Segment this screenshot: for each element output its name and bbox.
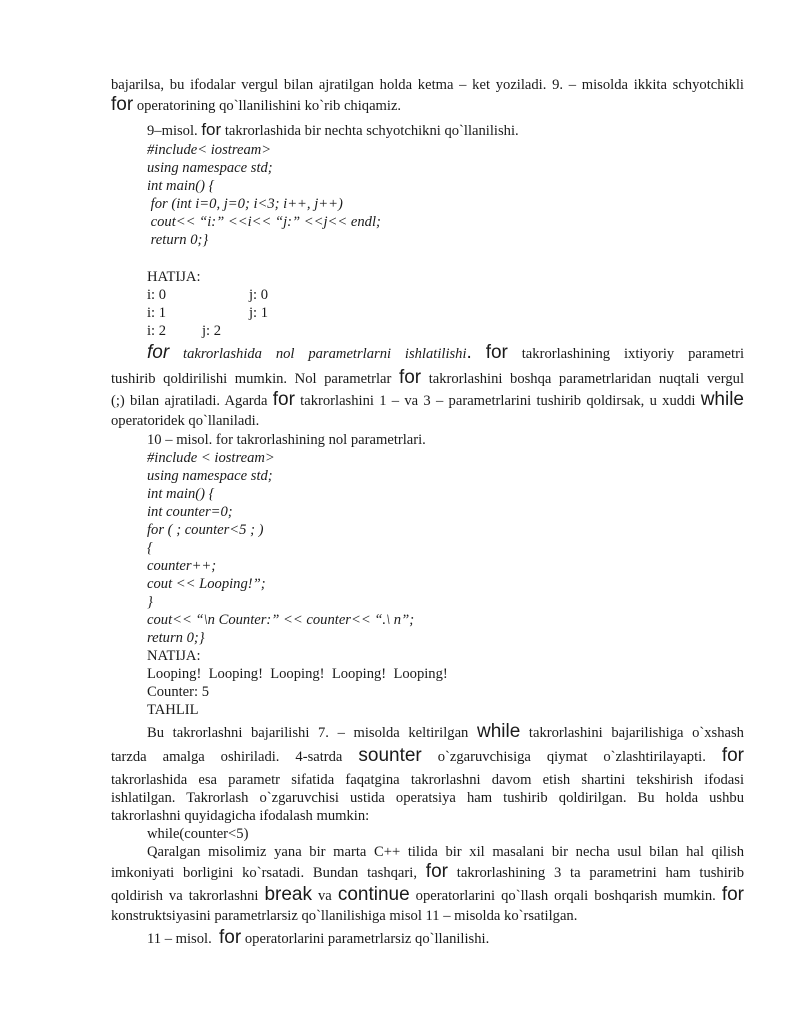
- para-qaralgan-line-3: [111, 884, 744, 905]
- keyword-for: for: [111, 94, 134, 115]
- example-9-title: [147, 122, 519, 140]
- para-nol-line-2: [111, 367, 744, 388]
- para-nol-line-3: [111, 389, 745, 410]
- para-qaralgan-line-4: konstruktsiyasini parametrlarsiz qo`llanilishiga misol 11 – misolda ko`rsatilgan.: [111, 908, 578, 924]
- para-tahlil-line-4: ishlatilgan. Takrorlash o`zgaruvchisi ustida operatsiya ham tushirib qoldirilgan. Bu holda ushbu: [111, 790, 744, 806]
- para-nol-dot: .: [466, 342, 472, 363]
- para-tahlil-text: o`zgaruvchisiga qiymat o`zlashtirilayapti.: [421, 749, 722, 765]
- para-qaralgan-line-1: Qaralgan misolimiz yana bir marta C++ tilida bir xil masalani bir necha usul bilan hal qilish: [147, 844, 744, 860]
- code-line: for (int i=0, j=0; i<3; i++, j++): [147, 196, 343, 212]
- code-line: int main() {: [147, 178, 215, 194]
- output-line: Counter: 5: [147, 684, 210, 700]
- result-j: j: 1: [249, 305, 269, 321]
- intro-line-2: [111, 94, 744, 115]
- code-line: #include < iostream>: [147, 450, 275, 466]
- code-line: }: [147, 594, 153, 610]
- keyword-for: for: [201, 120, 222, 139]
- output-line: Looping! Looping! Looping! Looping! Looping!: [147, 666, 448, 682]
- para-nol-text: (;) bilan ajratiladi. Agarda: [111, 393, 273, 409]
- keyword-break: break: [264, 884, 312, 905]
- code-line: cout << Looping!”;: [147, 576, 266, 592]
- para-nol-text: tushirib qoldirilishi mumkin. Nol parametrlar: [111, 371, 399, 387]
- example-11-label: 11 – misol.: [147, 931, 220, 947]
- para-qaralgan-text: takrorlashining 3 ta parametrini ham tushirib: [447, 865, 744, 881]
- result-label: NATIJA:: [147, 648, 201, 664]
- result-row: [147, 304, 269, 322]
- keyword-while: while: [476, 721, 521, 742]
- result-i: i: 0: [147, 287, 167, 303]
- para-qaralgan-text: imkoniyati borligini ko`rsatadi. Bundan tashqari,: [111, 865, 426, 881]
- keyword-for: for: [398, 367, 422, 388]
- para-nol-line-1: [111, 342, 745, 363]
- para-tahlil-text: takrorlashini bajarilishiga o`xshash: [520, 725, 744, 741]
- code-line: while(counter<5): [147, 826, 249, 842]
- para-nol-text: takrorlashini 1 – va 3 – parametrlarini tushirib qoldirsak, u xuddi: [294, 393, 701, 409]
- para-tahlil-line-2: [111, 745, 744, 766]
- result-j: j: 2: [202, 323, 222, 339]
- keyword-for: for: [272, 389, 295, 410]
- intro-text-2: operatorining qo`llanilishini ko`rib chiqamiz.: [133, 98, 402, 114]
- code-line: int counter=0;: [147, 504, 233, 520]
- result-label: HATIJA:: [147, 269, 201, 285]
- result-j: j: 0: [249, 287, 269, 303]
- para-tahlil-text: tarzda amalga oshiriladi. 4-satrda: [111, 749, 359, 765]
- code-line: counter++;: [147, 558, 217, 574]
- keyword-continue: continue: [337, 884, 410, 905]
- code-line: #include< iostream>: [147, 142, 272, 158]
- result-i: i: 1: [147, 305, 167, 321]
- para-tahlil-line-5: takrorlashni quyidagicha ifodalash mumkin:: [111, 808, 370, 824]
- example-10-title: 10 – misol. for takrorlashining nol parametrlari.: [147, 432, 426, 448]
- example-11-desc: operatorlarini parametrlarsiz qo`llanilishi.: [241, 931, 490, 947]
- analysis-label: TAHLIL: [147, 702, 199, 718]
- para-qaralgan-text: qoldirish va takrorlashni: [111, 888, 265, 904]
- keyword-for: for: [147, 342, 170, 363]
- keyword-for: for: [425, 861, 448, 882]
- example-9-desc: takrorlashida bir nechta schyotchikni qo`llanilishi.: [221, 123, 519, 139]
- para-qaralgan-text: operatorlarini qo`llash orqali boshqarish mumkin.: [409, 888, 722, 904]
- example-9-label: 9–misol.: [147, 123, 202, 139]
- code-line: {: [147, 540, 153, 556]
- code-line: cout<< “\n Counter:” << counter<< “.\ n”;: [147, 612, 415, 628]
- para-nol-line-4: operatoridek qo`llaniladi.: [111, 413, 260, 429]
- para-nol-text: takrorlashining ixtiyoriy parametri: [507, 346, 745, 362]
- keyword-for: for: [721, 745, 744, 766]
- para-nol-italic: takrorlashida nol parametrlarni ishlatilishi: [169, 346, 467, 362]
- para-tahlil-line-3: takrorlashida esa parametr sifatida faqatgina takrorlashni davom etish shartini tekshirish ifodasi: [111, 772, 744, 788]
- keyword-for: for: [219, 927, 242, 948]
- intro-line-1: [111, 76, 744, 94]
- para-tahlil-line-1: [111, 721, 744, 742]
- para-qaralgan-line-2: [111, 861, 744, 882]
- code-line: return 0;}: [147, 232, 209, 248]
- code-line: return 0;}: [147, 630, 205, 646]
- code-line: int main() {: [147, 486, 215, 502]
- example-11-title: [147, 927, 490, 948]
- code-line: using namespace std;: [147, 160, 273, 176]
- para-tahlil-text: Bu takrorlashni bajarilishi 7. – misolda keltirilgan: [147, 725, 477, 741]
- code-line: for ( ; counter<5 ; ): [147, 522, 264, 538]
- keyword-for: for: [721, 884, 744, 905]
- keyword-while: while: [700, 389, 745, 410]
- para-qaralgan-text: va: [311, 888, 338, 904]
- result-row: [147, 286, 269, 304]
- intro-text-1: bajarilsa, bu ifodalar vergul bilan ajratilgan holda ketma – ket yoziladi. 9. – misolda ikkita schyotchikli: [111, 77, 744, 93]
- keyword-sounter: sounter: [358, 745, 422, 766]
- para-nol-text: takrorlashini boshqa parametrlaridan nuqtali vergul: [421, 371, 744, 387]
- keyword-for: for: [485, 342, 508, 363]
- result-i: i: 2: [147, 323, 167, 339]
- code-line: cout<< “i:” <<i<< “j:” <<j<< endl;: [147, 214, 381, 230]
- result-row: [147, 322, 222, 340]
- code-line: using namespace std;: [147, 468, 273, 484]
